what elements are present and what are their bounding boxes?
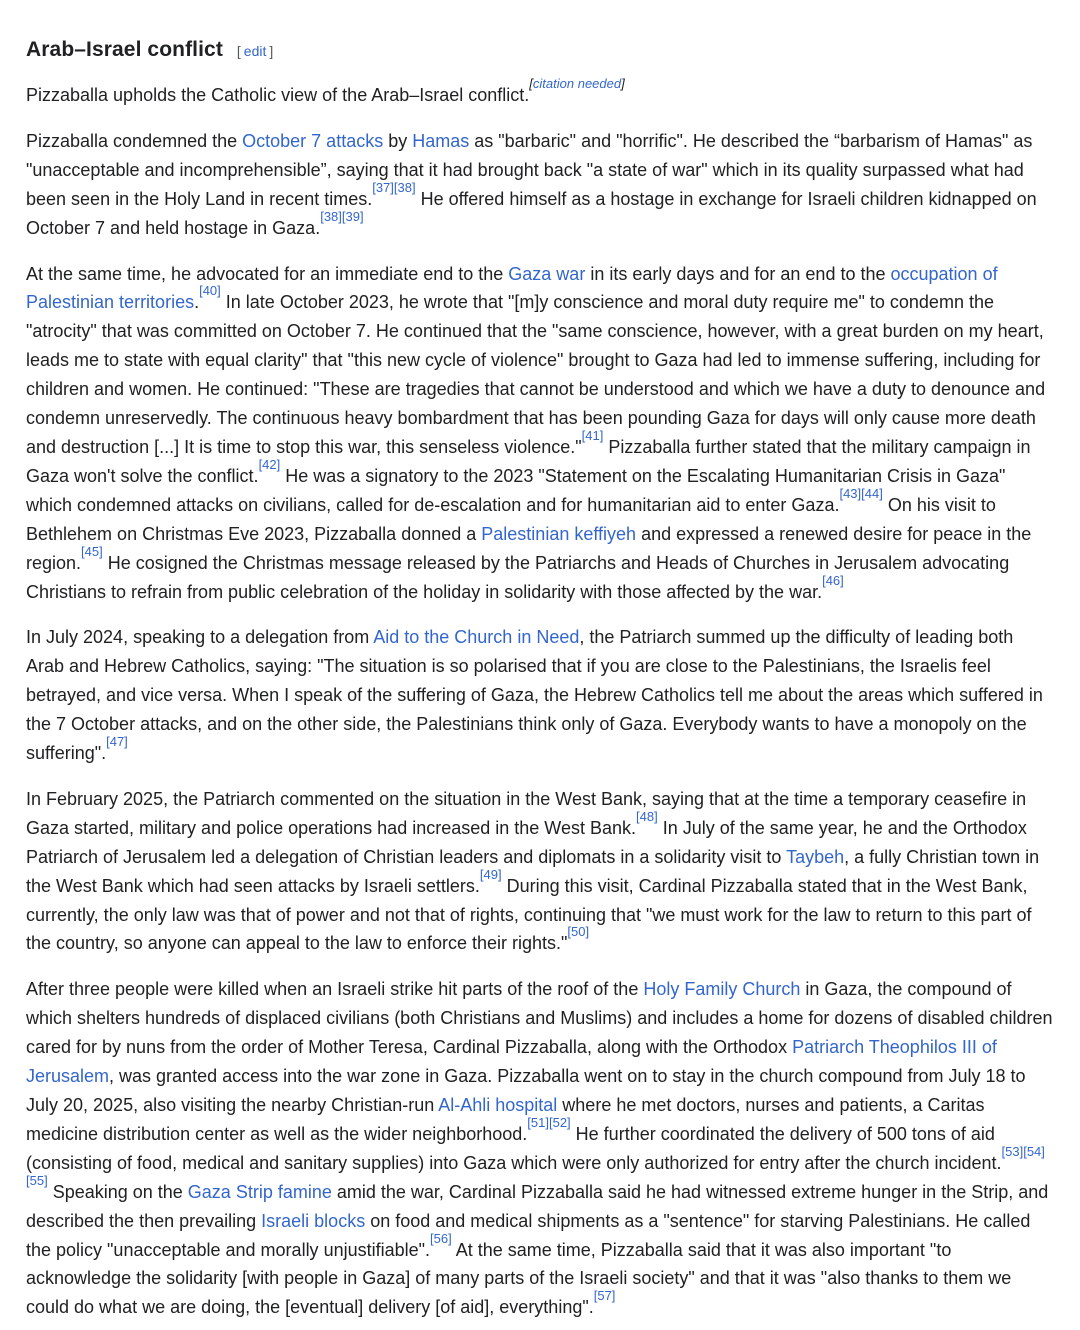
paragraph: In February 2025, the Patriarch commented on the situation in the West Bank, saying that at the time a temporary ceasefire in Gaza started, military and police operations had increased in the West Bank.[48] In July of the same year, he and the Orthodox Patriarch of Jerusalem led a delegation of Christian leaders and diplomats in a solidarity visit to Taybeh, a fully Christian town in the West Bank which had seen attacks by Israeli settlers.[49] During this visit, Cardinal Pizzaballa stated that in the West Bank, currently, the only law was that of power and not that of rights, continuing that "we must work for the law to return to this part of the country, so anyone can appeal to the law to enforce their rights."[50] [26,788,1040,954]
citation-ref[interactable] [822,573,844,588]
edit-bracket-close: ] [269,43,274,59]
citation-ref[interactable] [861,486,883,501]
wiki-link[interactable]: Holy Family Church [643,979,801,1000]
citation-ref-link[interactable]: [44] [861,485,883,501]
wiki-link[interactable]: Taybeh [786,846,845,867]
edit-link[interactable]: edit [243,43,267,59]
paragraph: At the same time, he advocated for an immediate end to the Gaza war in its early days and for an end to the occupation of Palestinian territories.[40] In late October 2023, he wrote that "[m]y conscience and moral duty require me" to condemn the "atrocity" that was committed on October 7. He continued that the "same conscience, however, with a great burden on my heart, leads me to state with equal clarity" that "this new cycle of violence" brought to Gaza had led to immense suffering, including for children and women. He continued: "These are tragedies that cannot be understood and which we have a duty to denounce and condemn unreservedly. The continuous heavy bombardment that has been pounding Gaza for days will only cause more death and destruction [...] It is time to stop this war, this senseless violence."[41] Pizzaballa further stated that the military campaign in Gaza won't solve the conflict.[42] He was a signatory to the 2023 "Statement on the Escalating Humanitarian Crisis in Gaza" which condemned attacks on civilians, called for de-escalation and for humanitarian aid to enter Gaza.[43][44] On his visit to Bethlehem on Christmas Eve 2023, Pizzaballa donned a Palestinian keffiyeh and expressed a renewed desire for peace in the region.[45] He cosigned the Christmas message released by the Patriarchs and Heads of Churches in Jerusalem advocating Christians to refrain from public celebration of the holiday in solidarity with those affected by the war.[46] [26,263,1046,602]
citation-ref[interactable] [839,486,861,501]
citation-ref[interactable] [394,180,416,195]
citation-ref-link[interactable]: [38] [320,208,342,224]
citation-ref-link[interactable]: [48] [636,808,658,824]
citation-ref-link[interactable]: [55] [26,1172,48,1188]
citation-ref-link[interactable]: [54] [1023,1143,1045,1159]
citation-ref-link[interactable]: [56] [430,1230,452,1246]
citation-ref-link[interactable]: [46] [822,572,844,588]
wiki-link[interactable]: Palestinian keffiyeh [481,523,637,544]
citation-ref[interactable] [636,809,658,824]
citation-ref-link[interactable]: [51] [527,1114,549,1130]
citation-ref[interactable] [549,1115,571,1130]
edit-bracket-open: [ [236,43,241,59]
citation-ref[interactable] [81,544,103,559]
wiki-link[interactable]: Aid to the Church in Need [373,627,580,648]
citation-ref[interactable] [480,867,502,882]
citation-ref-link[interactable]: [40] [199,283,221,299]
citation-ref-link[interactable]: [38] [393,179,416,195]
citation-ref[interactable] [320,209,342,224]
citation-ref-link[interactable]: [47] [106,734,128,750]
paragraph: In July 2024, speaking to a delegation from Aid to the Church in Need, the Patriarch summed up the difficulty of leading both Arab and Hebrew Catholics, saying: "The situation is so polarised that if you are close to the Palestinians, the Israelis feel betrayed, and vice versa. When I speak of the suffering of Gaza, the Hebrew Catholics tell me about the areas which suffered in the 7 October attacks, and on the other side, the Palestinians think only of Gaza. Everybody wants to have a monopoly on the suffering".[47] [26,627,1043,764]
wiki-link[interactable]: Gaza Strip famine [187,1181,332,1202]
citation-ref-link[interactable]: [53] [1001,1143,1024,1159]
citation-ref-link[interactable]: [42] [258,456,281,472]
citation-ref-link[interactable]: [49] [479,866,502,882]
citation-ref-link[interactable]: [50] [567,924,590,940]
wiki-link[interactable]: Gaza war [508,263,586,284]
wiki-link[interactable]: occupation of Palestinian territories [26,263,998,313]
citation-needed[interactable] [529,76,624,91]
section-title: Arab–Israel conflict [26,38,223,61]
citation-ref[interactable] [199,283,221,298]
article-body [26,76,1053,1322]
citation-ref[interactable] [26,1173,48,1188]
citation-ref-link[interactable]: [43] [839,485,862,501]
citation-ref[interactable] [342,209,364,224]
citation-ref[interactable] [430,1231,452,1246]
citation-ref[interactable] [106,734,128,749]
citation-ref[interactable] [1002,1144,1024,1159]
citation-ref-link[interactable]: [39] [341,208,364,224]
citation-ref[interactable] [372,180,394,195]
citation-needed-bracket-open: [ [529,76,533,91]
citation-ref-link[interactable]: [57] [593,1288,616,1304]
wiki-link[interactable]: Hamas [412,130,470,151]
citation-ref[interactable] [1023,1144,1045,1159]
section-heading-row [26,37,1053,64]
citation-ref-link[interactable]: [41] [581,427,604,443]
citation-ref[interactable] [527,1115,549,1130]
edit-section [237,43,273,59]
citation-ref[interactable] [259,457,281,472]
paragraph: Pizzaballa condemned the October 7 attacks by Hamas as "barbaric" and "horrific". He described the “barbarism of Hamas" as "unacceptable and incomprehensible”, saying that it had brought back "a state of war" which in its quality surpassed what had been seen in the Holy Land in recent times.[37][38] He offered himself as a hostage in exchange for Israeli children kidnapped on October 7 and held hostage in Gaza.[38][39] [26,130,1037,238]
wiki-link[interactable]: Patriarch Theophilos III of Jerusalem [26,1037,997,1087]
paragraph: After three people were killed when an Israeli strike hit parts of the roof of the Holy Family Church in Gaza, the compound of which shelters hundreds of displaced civilians (both Christians and Muslims) and includes a home for dozens of disabled children cared for by nuns from the order of Mother Teresa, Cardinal Pizzaballa, along with the Orthodox Patriarch Theophilos III of Jerusalem, was granted access into the war zone in Gaza. Pizzaballa went on to stay in the church compound from July 18 to July 20, 2025, also visiting the nearby Christian-run Al-Ahli hospital where he met doctors, nurses and patients, a Caritas medicine distribution center as well as the wider neighborhood.[51][52] He further coordinated the delivery of 500 tons of aid (consisting of food, medical and sanitary supplies) into Gaza which were only authorized for entry after the church incident.[53][54][55] Speaking on the Gaza Strip famine amid the war, Cardinal Pizzaballa said he had witnessed extreme hunger in the Strip, and described the then prevailing Israeli blocks on food and medical shipments as a "sentence" for starving Palestinians. He called the policy "unacceptable and morally unjustifiable".[56] At the same time, Pizzaballa said that it was also important "to acknowledge the solidarity [with people in Gaza] of many parts of the Israeli society" and that it was "also thanks to them we could do what we are doing, the [eventual] delivery [of aid], everything".[57] [26,979,1053,1318]
citation-ref[interactable] [594,1288,616,1303]
paragraph: Pizzaballa upholds the Catholic view of the Arab–Israel conflict.[citation needed] [26,76,625,105]
citation-ref-link[interactable]: [52] [548,1114,571,1130]
citation-ref[interactable] [567,924,589,939]
citation-needed-link[interactable]: citation needed [532,76,622,91]
citation-needed-bracket-close: ] [621,76,625,91]
citation-ref[interactable] [582,428,604,443]
citation-ref-link[interactable]: [45] [81,543,103,559]
wiki-link[interactable]: October 7 attacks [242,130,384,151]
citation-ref-link[interactable]: [37] [372,179,394,195]
wiki-link[interactable]: Al-Ahli hospital [438,1095,558,1115]
wiki-link[interactable]: Israeli blocks [261,1210,366,1231]
